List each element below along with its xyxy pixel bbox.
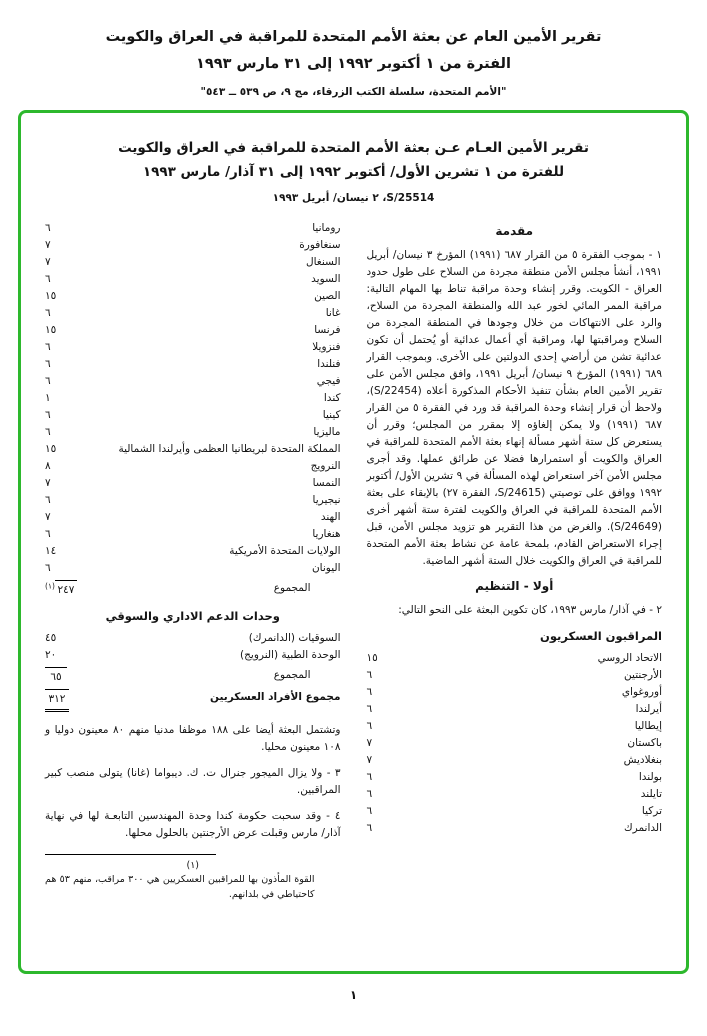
observer-count: ٨: [45, 460, 51, 473]
country-name: الولايات المتحدة الأمريكية: [229, 545, 341, 558]
country-name: ماليزيا: [313, 426, 341, 439]
unit-name: السوقيات (الدانمرك): [248, 632, 341, 645]
observer-row: [45, 475, 341, 492]
observer-count: ٦: [366, 771, 373, 784]
observer-row: [45, 424, 341, 441]
observer-count: ٦: [45, 341, 51, 354]
support-total-value: [45, 667, 69, 686]
unit-count: ٤٥: [45, 632, 57, 645]
country-name: كندا: [323, 392, 341, 405]
support-units-heading: وحدات الدعم الاداري والسوقي: [105, 609, 280, 624]
observer-row: [45, 526, 341, 543]
page-number: ١: [349, 987, 358, 1002]
country-name: تايلند: [640, 788, 662, 801]
document-title: [75, 137, 632, 184]
observer-count: ٦: [45, 562, 51, 575]
observer-row: [45, 407, 341, 424]
footnote: [45, 854, 341, 902]
observer-count: ١٥: [45, 324, 57, 337]
observer-row: [45, 560, 341, 577]
document-title-line2: للفترة من ١ تشرين الأول/ أكتوبر ١٩٩٢ إلى ٣١ آذار/ مارس ١٩٩٣: [142, 163, 565, 180]
highlighted-document-frame: [18, 110, 689, 974]
observer-count: ٧: [45, 511, 51, 524]
footnote-divider: [45, 854, 216, 855]
observer-row: [45, 441, 341, 458]
observer-row: [45, 305, 341, 322]
observer-row: [45, 492, 341, 509]
two-column-layout: [45, 220, 662, 902]
observer-count: ٦: [45, 409, 51, 422]
observer-count: ٦: [45, 426, 51, 439]
observer-row: [367, 752, 663, 769]
paragraph-3: ٣ - ولا يزال الميجور جنرال ت. ك. ديبواما (غانا) يتولى منصب كبير المراقبين.: [45, 767, 341, 797]
observer-count: ١٥: [366, 652, 378, 665]
support-total-row: [45, 667, 341, 686]
observer-count: ٦: [366, 703, 373, 716]
report-title-line1: تقرير الأمين العام عن بعثة الأمم المتحدة للمراقبة في العراق والكويت: [105, 29, 602, 45]
intro-heading: مقدمة: [495, 224, 534, 239]
country-name: غانا: [325, 307, 341, 320]
observer-count: ٦: [45, 222, 51, 235]
country-name: المملكة المتحدة لبريطانيا العظمى وأيرلندا الشمالية: [118, 443, 341, 456]
observers-total-value: [45, 580, 77, 599]
observer-row: [45, 509, 341, 526]
observers-list-continued: [45, 220, 341, 577]
country-name: رومانيا: [312, 222, 341, 235]
observer-row: [45, 373, 341, 390]
observer-row: [45, 220, 341, 237]
grand-total-number: ٣١٢: [45, 689, 69, 712]
country-name: نيجيريا: [312, 494, 341, 507]
country-name: فنزويلا: [312, 341, 341, 354]
observer-count: ٦: [366, 788, 373, 801]
observer-row: [45, 322, 341, 339]
observer-count: ٧: [45, 256, 51, 269]
observer-row: [367, 718, 663, 735]
support-unit-row: [45, 647, 341, 664]
observer-count: ٦: [45, 528, 51, 541]
paragraph-4: ٤ - وقد سحبت حكومة كندا وحدة المهندسين التابعـة لها في نهاية آذار/ مارس وقبلت عرض الأرجنتين بالحلول محلها.: [45, 810, 341, 840]
country-name: فيجي: [316, 375, 341, 388]
country-name: النرويج: [310, 460, 341, 473]
unit-count: ٢٠: [45, 649, 57, 662]
country-name: إيطاليا: [634, 720, 662, 733]
observer-count: ٧: [45, 239, 51, 252]
observer-count: ٦: [366, 805, 373, 818]
column-right: [367, 220, 663, 837]
observer-row: [45, 390, 341, 407]
observer-row: [45, 543, 341, 560]
observer-count: ١٤: [45, 545, 57, 558]
observer-count: ٦: [366, 822, 373, 835]
observer-row: [45, 254, 341, 271]
country-name: أيرلندا: [635, 703, 662, 716]
country-name: اليونان: [311, 562, 341, 575]
observer-count: ٧: [45, 477, 51, 490]
country-name: تركيا: [641, 805, 662, 818]
observer-count: ٦: [45, 494, 51, 507]
observer-row: [45, 237, 341, 254]
grand-total-row: [45, 689, 341, 712]
observer-row: [45, 288, 341, 305]
document-symbol: S/25514، ٢ نيسان/ أبريل ١٩٩٣: [272, 192, 435, 205]
observer-count: ٧: [366, 737, 373, 750]
observer-row: [367, 684, 663, 701]
observer-row: [367, 735, 663, 752]
footnote-ref-marker: (١): [45, 581, 55, 591]
observer-row: [367, 769, 663, 786]
country-name: أوروغواي: [621, 686, 662, 699]
observer-count: ٦: [45, 375, 51, 388]
country-name: بولندا: [638, 771, 662, 784]
observer-row: [367, 786, 663, 803]
observer-count: ١٥: [45, 290, 57, 303]
support-total-label: المجموع: [273, 669, 311, 682]
country-name: بنغلاديش: [623, 754, 662, 767]
civilian-staff-paragraph: وتشتمل البعثة أيضا على ١٨٨ موظفا مدنيا منهم ٨٠ معينون دوليا و ١٠٨ معينون محليا.: [45, 724, 341, 754]
observer-row: [367, 650, 663, 667]
body-paragraphs: [45, 722, 341, 842]
observer-row: [45, 339, 341, 356]
document-title-line1: تقرير الأمين العـام عـن بعثة الأمم المتحدة للمراقبة في العراق والكويت: [118, 139, 589, 156]
column-left: [45, 220, 341, 902]
observer-count: ٧: [366, 754, 373, 767]
unit-name: الوحدة الطبية (النرويج): [240, 649, 341, 662]
country-name: سنغافورة: [299, 239, 341, 252]
country-name: الدانمرك: [624, 822, 662, 835]
support-total-number: ٦٥: [45, 667, 67, 686]
observer-row: [367, 701, 663, 718]
observers-list-start: [367, 650, 663, 837]
section1-heading: أولا - التنظيم: [475, 579, 554, 594]
footnote-text: القوة المأذون بها للمراقبين العسكريين هي ٣٠٠ مراقب، منهم ٥٣ هم كاحتياطي في بلدانهم.: [45, 874, 315, 900]
country-name: الصين: [314, 290, 341, 303]
observers-total-row: [45, 580, 341, 599]
observers-heading: المراقبون العسكريون: [540, 629, 662, 644]
intro-paragraph: ١ - بموجب الفقرة ٥ من القرار ٦٨٧ (١٩٩١) المؤرخ ٣ نيسان/ أبريل ١٩٩١، أنشأ مجلس الأمن منطقة مجردة من السلاح على طول حدود العراق - الكويت. وقرر إنشاء وحدة مراقبة تناط بها المهام التالية: مراقبة الممر المائي لخور عبد الله والمنطقة المجردة من السلاح، والرد على الانتهاكات من خلال وجودها في المنطقة المجردة من السلاح ومراقبتها لها، ومراقبة أي أعمال عدائية أو يُحتمل أن تكون عدائية تشن من أراضي إحدى الدولتين على الأخرى. وبموجب القرار ٦٨٩ (١٩٩١) المؤرخ ٩ نيسان/ أبريل ١٩٩١، وافق مجلس الأمن على تقرير الأمين العام بشأن تنفيذ الأحكام المذكورة أعلاه (S/22454)، ولاحظ أن قرار إنشاء وحدة المراقبة قد ورد في الفقرة ٥ من القرار ٦٨٧ (١٩٩١) ولا يمكن إلغاؤه إلا بمقرر من المجلس؛ وقرر أن يستعرض كل ستة أشهر مسألة إنهاء بعثة الأمم المتحدة للمراقبة في العراق والكويت أو استمرارها فضلا عن طرائق عملها. وقد أجرى مجلس الأمن آخر استعراض لهذه المسألة في ٩ تشرين الأول/ أكتوبر ١٩٩٢ ووافق على توصيتي (S/24615، الفقرة ٢٧) بالإبقاء على بعثة الأمم المتحدة للمراقبة في العراق والكويت لفترة ستة أشهر أخرى (S/24649). والغرض من هذا التقرير هو تزويد مجلس الأمن، قبل إجراء الاستعراض القادم، بلمحة عامة عن نشاط بعثة الأمم المتحدة للمراقبة في العراق والكويت خلال الستة أشهر الماضية.: [366, 249, 663, 568]
observer-row: [367, 820, 663, 837]
country-name: الأرجنتين: [624, 669, 662, 682]
observer-count: ١: [45, 392, 51, 405]
grand-total-label: مجموع الأفراد العسكريين: [210, 691, 341, 704]
section1-paragraph: ٢ - في آذار/ مارس ١٩٩٣، كان تكوين البعثة على النحو التالي:: [398, 604, 662, 617]
grand-total-value: [45, 689, 69, 712]
observer-count: ٦: [366, 669, 373, 682]
country-name: النمسا: [312, 477, 341, 490]
observers-total-number: ٢٤٧: [55, 580, 77, 599]
footnote-marker: (١): [186, 860, 200, 872]
support-units-list: [45, 630, 341, 664]
country-name: فرنسا: [314, 324, 341, 337]
country-name: باكستان: [627, 737, 662, 750]
observer-row: [367, 803, 663, 820]
country-name: السنغال: [305, 256, 341, 269]
observer-row: [45, 271, 341, 288]
page-header: [0, 0, 707, 98]
observer-count: ٦: [45, 358, 51, 371]
report-title-line2: الفترة من ١ أكتوبر ١٩٩٢ إلى ٣١ مارس ١٩٩٣: [196, 56, 511, 73]
observer-count: ٦: [45, 273, 51, 286]
observer-count: ١٥: [45, 443, 57, 456]
observers-total-label: المجموع: [273, 582, 311, 595]
country-name: هنغاريا: [312, 528, 341, 541]
observer-row: [45, 458, 341, 475]
observer-count: ٦: [45, 307, 51, 320]
source-citation: "الأمم المتحدة، سلسلة الكتب الزرقاء، مج ٩، ص ٥٣٩ ــ ٥٤٣": [200, 85, 507, 98]
observer-row: [45, 356, 341, 373]
country-name: كينيا: [322, 409, 341, 422]
observer-row: [367, 667, 663, 684]
country-name: السويد: [311, 273, 341, 286]
observer-count: ٦: [366, 686, 373, 699]
country-name: فنلندا: [317, 358, 341, 371]
support-unit-row: [45, 630, 341, 647]
country-name: الهند: [320, 511, 341, 524]
observer-count: ٦: [366, 720, 373, 733]
country-name: الاتحاد الروسي: [597, 652, 662, 665]
